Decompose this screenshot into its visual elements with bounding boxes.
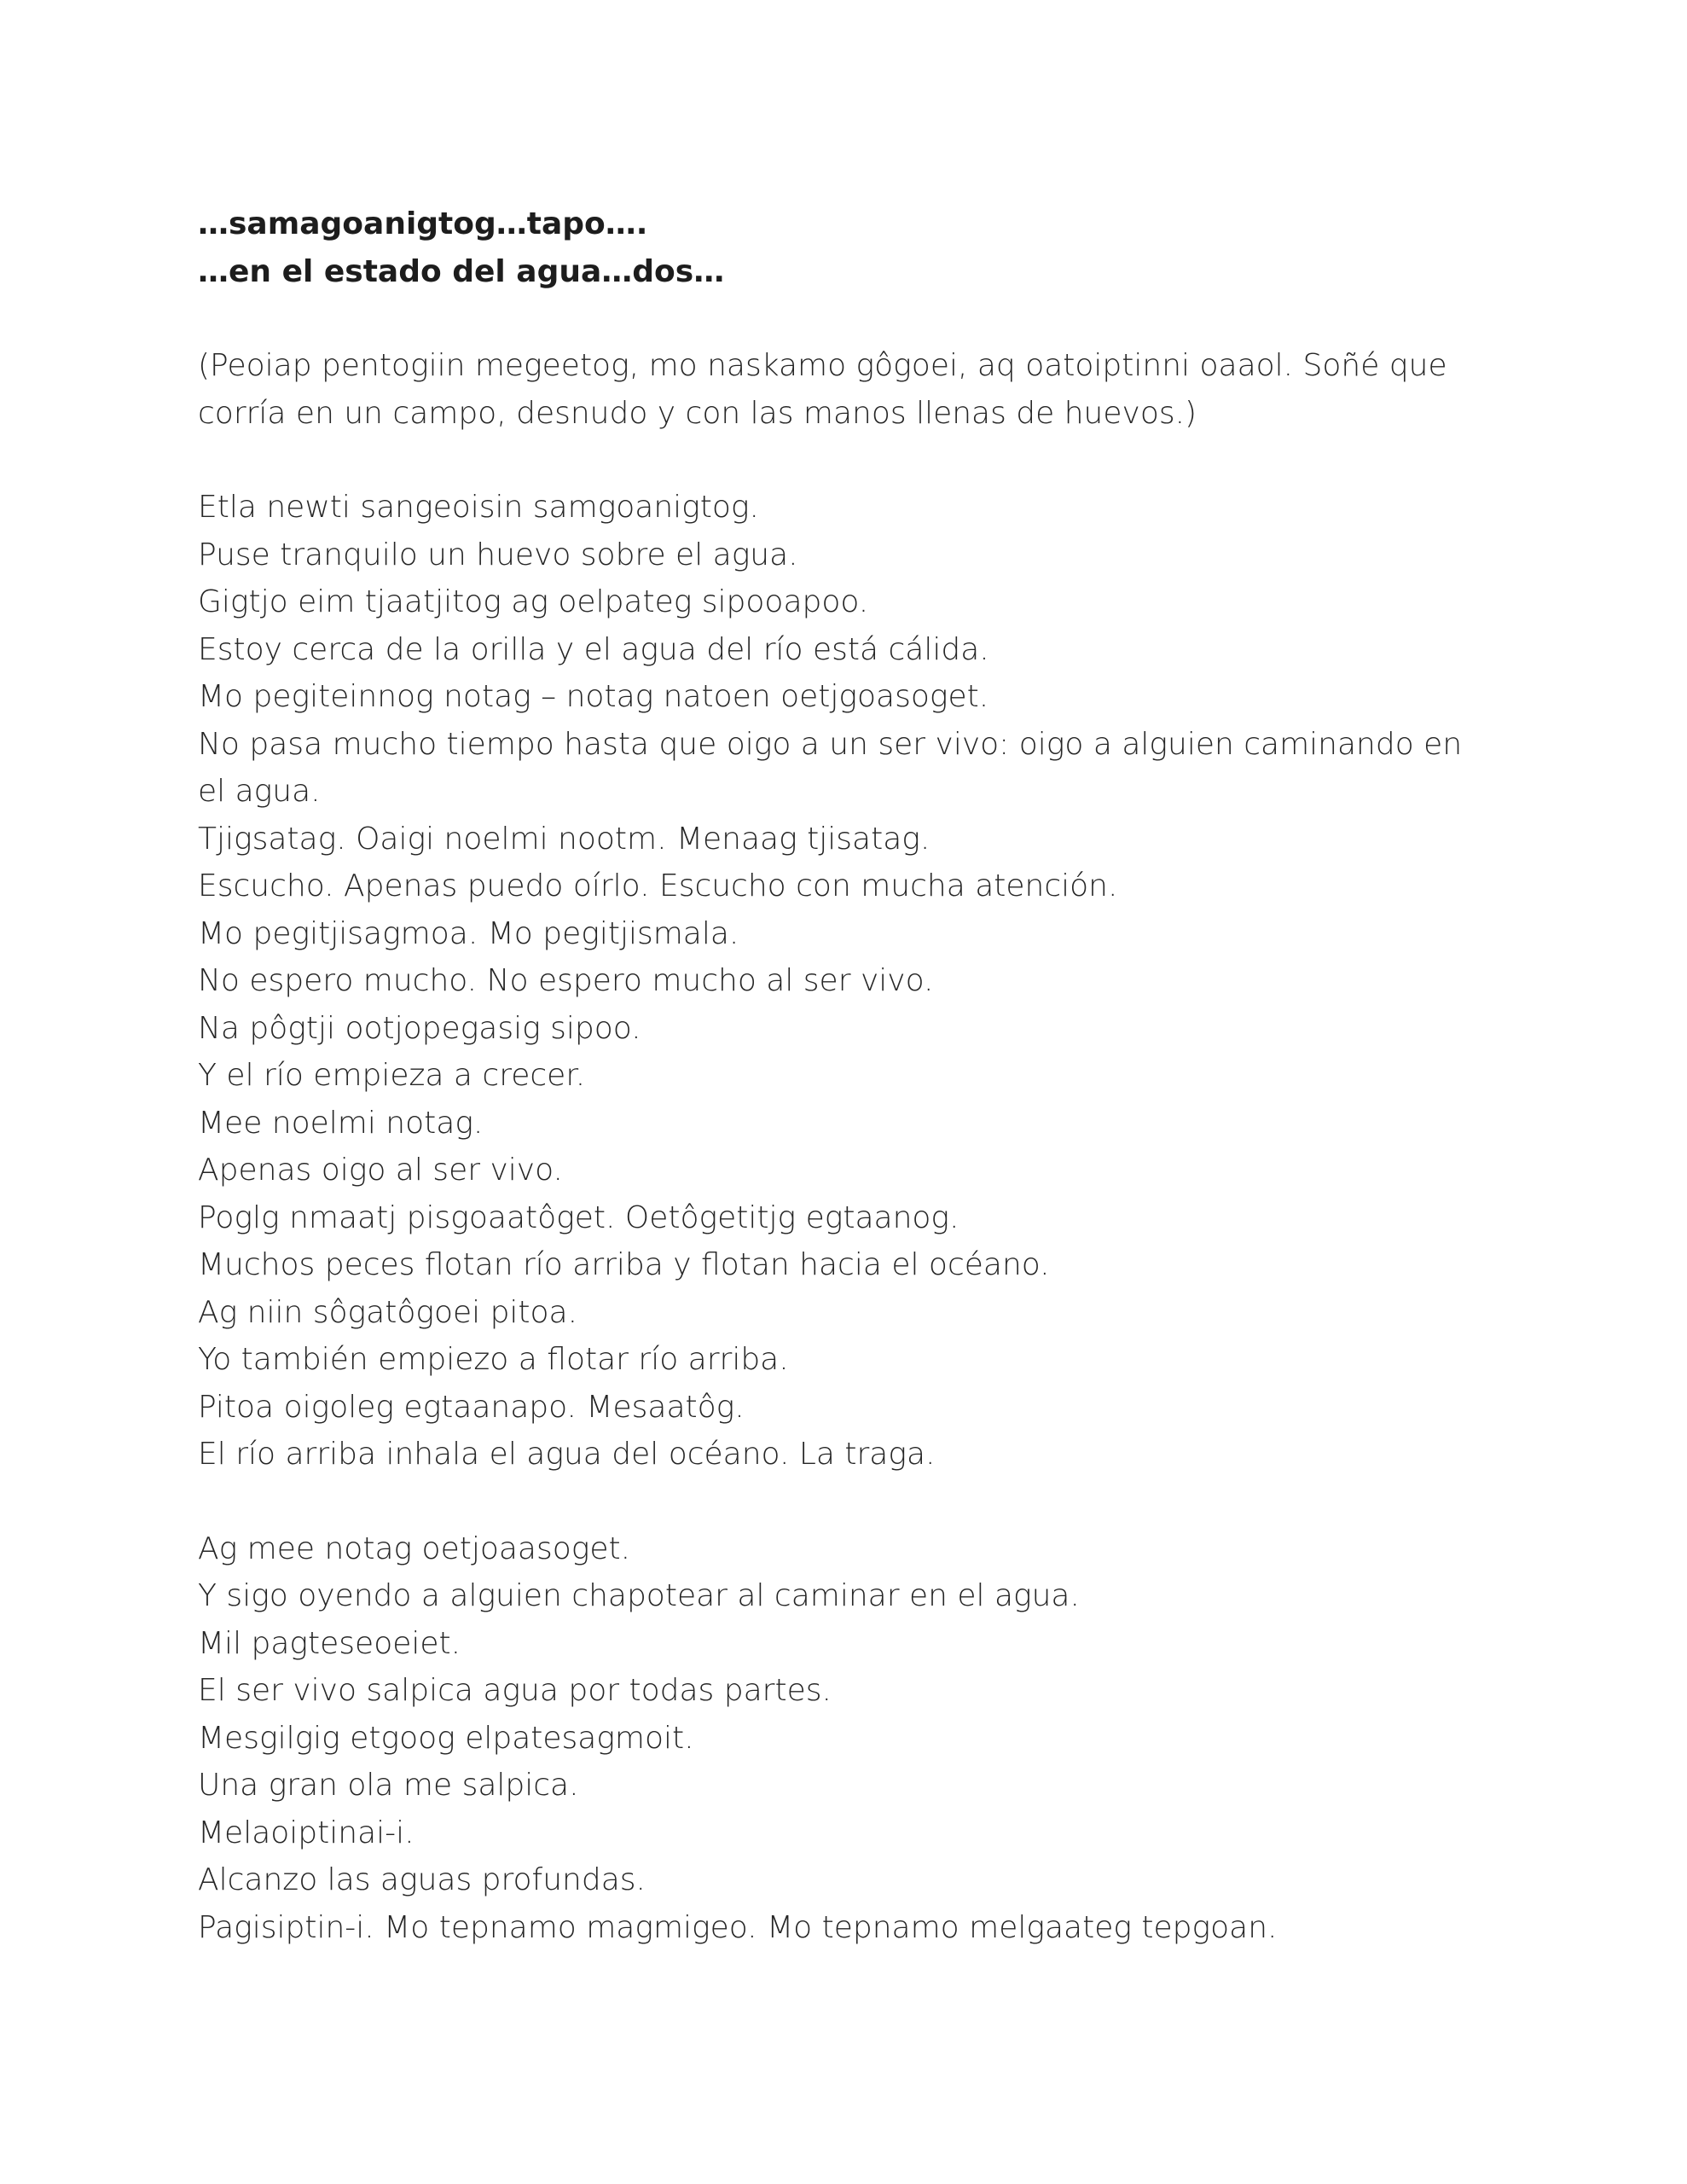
text-line: Alcanzo las aguas profundas.: [198, 1862, 646, 1897]
text-line: Tjigsatag. Oaigi noelmi nootm. Menaag tjisatag.: [198, 821, 930, 857]
title-line-1: …samagoanigtog…tapo….: [198, 206, 648, 241]
text-line: Etla newti sangeoisin samgoanigtog.: [198, 490, 759, 525]
document-page: [198, 200, 1494, 1951]
title-line-2: …en el estado del agua…dos…: [198, 253, 725, 289]
text-line: Mesgilgig etgoog elpatesagmoit.: [198, 1720, 694, 1756]
text-line: Poglg nmaatj pisgoaatôget. Oetôgetitjg egtaanog.: [198, 1199, 959, 1235]
text-line: Escucho. Apenas puedo oírlo. Escucho con mucha atención.: [198, 868, 1118, 903]
text-line: Melaoiptinai-i.: [198, 1815, 415, 1850]
text-line: Yo también empiezo a flotar río arriba.: [198, 1342, 789, 1377]
text-line: Puse tranquilo un huevo sobre el agua.: [198, 537, 798, 572]
text-line: Y el río empieza a crecer.: [198, 1058, 586, 1093]
text-line: Mo pegitjisagmoa. Mo pegitjismala.: [198, 915, 739, 951]
text-line: No pasa mucho tiempo hasta que oigo a un ser vivo: oigo a alguien caminando en el agua.: [198, 726, 1463, 809]
text-line: Estoy cerca de la orilla y el agua del río está cálida.: [198, 631, 989, 667]
text-line: Mee noelmi notag.: [198, 1105, 484, 1141]
intro-paragraph: (Peoiap pentogiin megeetog, mo naskamo gôgoei, aq oatoiptinni oaaol. Soñé que corría en un campo, desnudo y con las manos llenas de huevos.): [198, 348, 1447, 431]
text-line: No espero mucho. No espero mucho al ser vivo.: [198, 963, 934, 998]
text-line: Mil pagteseoeiet.: [198, 1625, 461, 1661]
stanza-1: [198, 484, 1494, 1478]
text-line: Ag niin sôgatôgoei pitoa.: [198, 1294, 578, 1330]
text-line: Y sigo oyendo a alguien chapotear al caminar en el agua.: [198, 1578, 1080, 1613]
text-line: Muchos peces flotan río arriba y flotan hacia el océano.: [198, 1247, 1050, 1282]
text-line: Pitoa oigoleg egtaanapo. Mesaatôg.: [198, 1389, 745, 1425]
text-line: El ser vivo salpica agua por todas partes.: [198, 1673, 832, 1708]
text-line: Ag mee notag oetjoaasoget.: [198, 1531, 631, 1566]
text-line: Mo pegiteinnog notag – notag natoen oetjgoasoget.: [198, 679, 989, 714]
text-line: Gigtjo eim tjaatjitog ag oelpateg sipooapoo.: [198, 584, 869, 619]
text-line: Una gran ola me salpica.: [198, 1768, 579, 1803]
stanza-2: [198, 1525, 1494, 1952]
text-line: Pagisiptin-i. Mo tepnamo magmigeo. Mo tepnamo melgaateg tepgoan.: [198, 1909, 1278, 1945]
text-line: El río arriba inhala el agua del océano. La traga.: [198, 1437, 936, 1472]
text-line: Na pôgtji ootjopegasig sipoo.: [198, 1010, 641, 1046]
text-line: Apenas oigo al ser vivo.: [198, 1153, 563, 1188]
document-title: [198, 200, 1494, 295]
